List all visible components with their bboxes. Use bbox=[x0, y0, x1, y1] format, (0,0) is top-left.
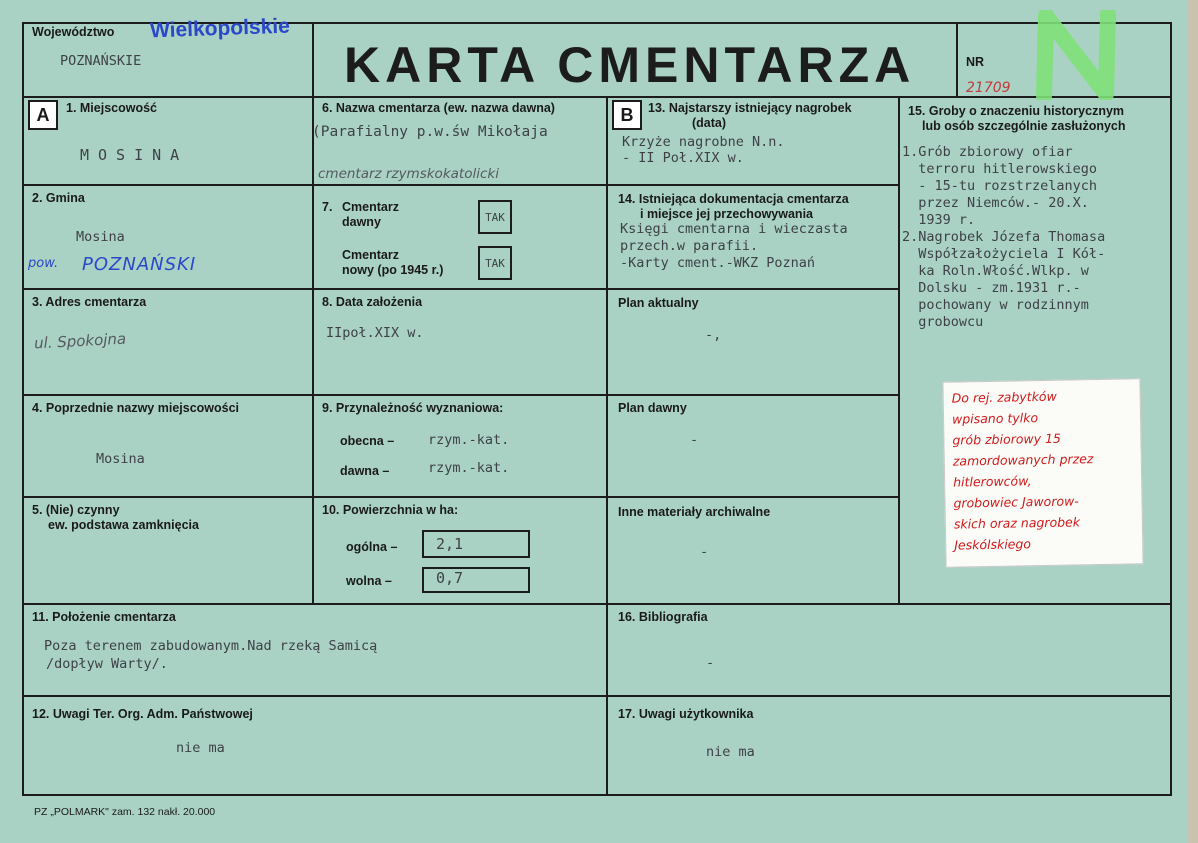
groby-historyczne-line: przez Niemców.- 20.X. bbox=[902, 195, 1089, 211]
note-line: hitlerowców, bbox=[953, 473, 1032, 490]
nazwa-cmentarza-handwritten: cmentarz rzymskokatolicki bbox=[318, 166, 499, 182]
groby-historyczne-label: 15. Groby o znaczeniu historycznym bbox=[908, 104, 1125, 118]
uwagi-ter-org-label: 12. Uwagi Ter. Org. Adm. Państwowej bbox=[32, 707, 253, 721]
note-line: skich oraz nagrobek bbox=[953, 514, 1081, 532]
dawna-value: rzym.-kat. bbox=[428, 460, 510, 476]
polozenie-line2: /dopływ Warty/. bbox=[46, 656, 168, 672]
poprzednie-nazwy-label: 4. Poprzednie nazwy miejscowości bbox=[32, 401, 240, 415]
polozenie-label: 11. Położenie cmentarza bbox=[32, 610, 176, 624]
ogolna-label: ogólna – bbox=[346, 540, 398, 554]
najstarszy-nagrobek-label-2: (data) bbox=[692, 116, 727, 130]
cmentarz-nowy-label-1: Cmentarz bbox=[342, 248, 399, 262]
adres-label: 3. Adres cmentarza bbox=[32, 295, 147, 309]
plan-dawny-label: Plan dawny bbox=[618, 401, 687, 415]
cmentarz-dawny-box: TAK bbox=[478, 200, 512, 234]
nazwa-cmentarza-value: (Parafialny p.w.św Mikołaja bbox=[312, 124, 548, 140]
uwagi-uzytkownika-value: nie ma bbox=[706, 744, 755, 760]
nr-value: 21709 bbox=[966, 80, 1011, 96]
wolna-value: 0,7 bbox=[436, 569, 464, 587]
note-line: grobowiec Jaworow- bbox=[953, 493, 1079, 511]
page-title: KARTA CMENTARZA bbox=[344, 37, 916, 93]
nr-label: NR bbox=[966, 55, 985, 69]
miejscowosc-value: MOSINA bbox=[80, 146, 189, 164]
dokumentacja-label: 14. Istniejąca dokumentacja cmentarza bbox=[618, 192, 849, 206]
groby-historyczne-line: 1.Grób zbiorowy ofiar bbox=[902, 144, 1073, 160]
groby-historyczne-line: Współzałożyciela I Kół- bbox=[902, 246, 1106, 262]
note-line: wpisano tylko bbox=[951, 410, 1039, 427]
ogolna-value: 2,1 bbox=[436, 535, 464, 553]
wojewodztwo-label: Województwo bbox=[32, 25, 115, 39]
wojewodztwo-value: POZNAŃSKIE bbox=[60, 53, 142, 69]
powiat-value: POZNAŃSKI bbox=[82, 254, 197, 275]
powiat-prefix: pow. bbox=[28, 256, 59, 271]
line-row6 bbox=[22, 695, 1172, 697]
miejscowosc-label: 1. Miejscowość bbox=[66, 101, 158, 115]
poprzednie-nazwy-value: Mosina bbox=[96, 451, 145, 467]
section-a-badge: A bbox=[28, 100, 58, 130]
wojewodztwo-stamp: Wielkopolskie bbox=[149, 14, 291, 43]
cmentarz-nowy-label-2: nowy (po 1945 r.) bbox=[342, 263, 444, 277]
groby-historyczne-line: ka Roln.Włość.Wlkp. w bbox=[902, 263, 1089, 279]
groby-historyczne-text bbox=[902, 144, 1105, 331]
plan-aktualny-value: -, bbox=[705, 327, 722, 343]
green-marker-n bbox=[1030, 10, 1122, 100]
line-col1 bbox=[312, 96, 314, 604]
line-row2 bbox=[22, 288, 900, 290]
groby-historyczne-line: pochowany w rodzinnym bbox=[902, 297, 1089, 313]
line-right bbox=[1170, 22, 1172, 795]
przynaleznosc-label: 9. Przynależność wyznaniowa: bbox=[322, 401, 504, 415]
line-header-v1 bbox=[312, 22, 314, 98]
note-line: grób zbiorowy 15 bbox=[952, 430, 1062, 448]
inne-materialy-value: - bbox=[700, 544, 709, 560]
groby-historyczne-line: 2.Nagrobek Józefa Thomasa bbox=[902, 229, 1106, 245]
najstarszy-nagrobek-line1: Krzyże nagrobne N.n. bbox=[622, 134, 785, 150]
note-line: zamordowanych przez bbox=[952, 451, 1094, 469]
dawna-label: dawna – bbox=[340, 464, 390, 478]
line-col2 bbox=[606, 96, 608, 794]
polozenie-line1: Poza terenem zabudowanym.Nad rzeką Samicą bbox=[44, 638, 378, 654]
inne-materialy-label: Inne materiały archiwalne bbox=[618, 505, 771, 519]
dokumentacja-line3: -Karty cment.-WKZ Poznań bbox=[620, 255, 816, 271]
print-footer: PZ „POLMARK" zam. 132 nakł. 20.000 bbox=[34, 806, 216, 818]
adres-value: ul. Spokojna bbox=[33, 329, 127, 353]
powierzchnia-label: 10. Powierzchnia w ha: bbox=[322, 503, 459, 517]
groby-historyczne-label-2: lub osób szczególnie zasłużonych bbox=[922, 119, 1126, 133]
dokumentacja-line1: Księgi cmentarna i wieczasta bbox=[620, 221, 848, 237]
bibliografia-label: 16. Bibliografia bbox=[618, 610, 708, 624]
line-header-v2 bbox=[956, 22, 958, 98]
gmina-label: 2. Gmina bbox=[32, 191, 85, 205]
najstarszy-nagrobek-line2: - II Poł.XIX w. bbox=[622, 150, 744, 166]
nazwa-cmentarza-label: 6. Nazwa cmentarza (ew. nazwa dawna) bbox=[322, 101, 555, 115]
handwritten-note bbox=[942, 378, 1143, 567]
paper-edge bbox=[1188, 0, 1198, 843]
line-row5 bbox=[22, 603, 1172, 605]
uwagi-uzytkownika-label: 17. Uwagi użytkownika bbox=[618, 707, 754, 721]
data-zalozenia-label: 8. Data założenia bbox=[322, 295, 423, 309]
note-line: Do rej. zabytków bbox=[951, 388, 1057, 406]
line-row1 bbox=[22, 184, 900, 186]
line-header-bottom bbox=[22, 96, 1172, 98]
plan-dawny-value: - bbox=[690, 432, 699, 448]
zamkniecie-label: ew. podstawa zamknięcia bbox=[48, 518, 199, 532]
line-row4 bbox=[22, 496, 900, 498]
czynny-label: 5. (Nie) czynny bbox=[32, 503, 120, 517]
note-line: Jeskólskiego bbox=[954, 536, 1032, 553]
dokumentacja-line2: przech.w parafii. bbox=[620, 238, 759, 254]
najstarszy-nagrobek-label: 13. Najstarszy istniejący nagrobek bbox=[648, 101, 852, 115]
wolna-label: wolna – bbox=[346, 574, 392, 588]
groby-historyczne-line: grobowcu bbox=[902, 314, 984, 330]
groby-historyczne-line: - 15-tu rozstrzelanych bbox=[902, 178, 1098, 194]
cmentarz-nowy-box: TAK bbox=[478, 246, 512, 280]
dokumentacja-label-2: i miejsce jej przechowywania bbox=[640, 207, 813, 221]
obecna-label: obecna – bbox=[340, 434, 395, 448]
line-bottom bbox=[22, 794, 1172, 796]
data-zalozenia-value: IIpoł.XIX w. bbox=[326, 325, 424, 341]
line-left bbox=[22, 22, 24, 795]
line-row3 bbox=[22, 394, 900, 396]
bibliografia-value: - bbox=[706, 655, 715, 671]
gmina-value: Mosina bbox=[76, 229, 125, 245]
uwagi-ter-org-value: nie ma bbox=[176, 740, 225, 756]
line-col3 bbox=[898, 96, 900, 604]
groby-historyczne-line: 1939 r. bbox=[902, 212, 976, 228]
cmentarz-dawny-label-2: dawny bbox=[342, 215, 381, 229]
section-b-badge: B bbox=[612, 100, 642, 130]
cmentarz-number: 7. bbox=[322, 200, 333, 214]
plan-aktualny-label: Plan aktualny bbox=[618, 296, 699, 310]
cmentarz-dawny-label-1: Cmentarz bbox=[342, 200, 399, 214]
groby-historyczne-line: Dolsku - zm.1931 r.- bbox=[902, 280, 1081, 296]
obecna-value: rzym.-kat. bbox=[428, 432, 510, 448]
groby-historyczne-line: terroru hitlerowskiego bbox=[902, 161, 1098, 177]
